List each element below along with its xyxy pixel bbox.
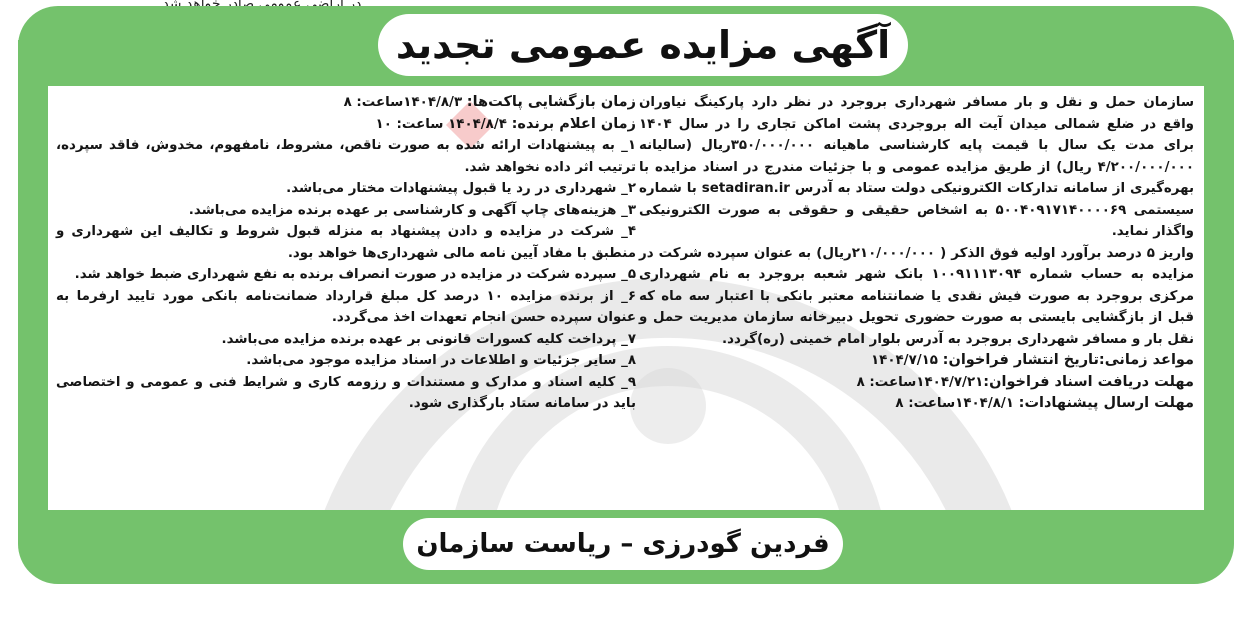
opening-time-label: زمان بازگشایی پاکت‌ها:: [466, 94, 636, 110]
frame-side-right: [1204, 40, 1234, 560]
condition-item: ۶_ از برنده مزایده ۱۰ درصد کل مبلغ قرارداد ضمانت‌نامه بانکی مورد تایید ارفرما به عنوان سپرده حسن انجام تعهدات اخذ می‌گردد.: [56, 288, 636, 325]
condition-item: ۴_ شرکت در مزایده و دادن پیشنهاد به منزله قبول شروط و تکالیف این شهرداری و منطبق با مفاد آیین نامه مالی شهرداری‌ها خواهد بود.: [56, 224, 636, 261]
documents-deadline-label: مهلت دریافت اسناد فراخوان:: [983, 373, 1194, 390]
condition-item: ۲_ شهرداری در رد یا قبول پیشنهادات مختار می‌باشد.: [286, 181, 636, 196]
condition-item: ۵_ سپرده شرکت در مزایده در صورت انصراف برنده به نفع شهرداری ضبط خواهد شد.: [74, 267, 636, 282]
right-column: [639, 92, 1194, 415]
deposit-paragraph: واریز ۵ درصد برآورد اولیه فوق الذکر ( ۲۱۰/۰۰۰/۰۰۰ریال) به عنوان سپرده شرکت در مزایده به حساب شماره ۱۰۰۹۱۱۱۳۰۹۴ بانک شهر شعبه بروجرد به نام شهرداری مرکزی بروجرد به صورت فیش نقدی یا ضمانتنامه معتبر بانکی با اعتبار سه ماه که قبل از بازگشایی بایستی به صورت حضوری تحویل دبیرخانه سازمان مدیریت حمل و نقل بار و مسافر شهرداری بروجرد به آدرس بلوار امام خمینی (ره)گردد.: [639, 245, 1194, 347]
offers-deadline-label: مهلت ارسال پیشنهادات:: [1018, 395, 1194, 411]
condition-item: ۸_ سایر جزئیات و اطلاعات در اسناد مزایده موجود می‌باشد.: [246, 353, 636, 368]
condition-item: ۹_ کلیه اسناد و مدارک و مستندات و رزومه کاری و شرایط فنی و عمومی و اختصاصی باید در سامانه ستاد بارگذاری شود.: [56, 374, 636, 411]
winner-time-label: زمان اعلام برنده:: [511, 115, 636, 132]
publish-date-value: ۱۴۰۴/۷/۱۵: [870, 353, 943, 368]
description-paragraph: سازمان حمل و نقل و بار مسافر شهرداری بروجرد در نظر دارد پارکینگ نیاوران واقع در ضلع شمالی میدان آیت اله بروجردی پشت اماکن تجاری را در سال ۱۴۰۴ برای مدت یک سال با قیمت پایه کارشناسی ماهیانه ۳۵۰/۰۰۰/۰۰۰ریال (سالیانه ۴/۲۰۰/۰۰۰/۰۰۰ ریال) از طریق مزایده عمومی و با جزئیات مندرج در اسناد مزایده با بهره‌گیری از سامانه تدارکات الکترونیکی دولت ستاد به آدرس setadiran.ir با شماره سیستمی ۵۰۰۴۰۹۱۷۱۴۰۰۰۰۶۹ به اشخاص حقیقی و حقوقی به صورت الکترونیکی واگذار نماید.: [639, 95, 1195, 239]
condition-item: ۳_ هزینه‌های چاپ آگهی و کارشناسی بر عهده برنده مزایده می‌باشد.: [188, 202, 636, 218]
publish-date-label: مواعد زمانی:تاریخ انتشار فراخوان:: [942, 352, 1194, 368]
header-pill: [378, 14, 908, 76]
documents-deadline-line: [639, 372, 1194, 394]
opening-time-value: ۱۴۰۴/۸/۳ساعت: ۸: [343, 95, 467, 110]
notice-body: [48, 86, 1204, 510]
winner-time-line: [56, 114, 636, 136]
documents-deadline-value: ۱۴۰۴/۷/۲۱ساعت: ۸: [856, 374, 984, 390]
signature: فردین گودرزی – ریاست سازمان: [416, 529, 830, 559]
offers-deadline-line: [639, 393, 1194, 415]
condition-item: ۷_ پرداخت کلیه کسورات قانونی بر عهده برنده مزایده می‌باشد.: [221, 331, 636, 347]
footer-band: [18, 510, 1234, 584]
page-title: آگهی مزایده عمومی تجدید: [395, 23, 891, 67]
offers-deadline-value: ۱۴۰۴/۸/۱ساعت: ۸: [895, 396, 1019, 411]
left-column: [56, 92, 636, 415]
publish-date-line: [639, 350, 1194, 372]
winner-time-value: ۱۴۰۴/۸/۴ ساعت: ۱۰: [375, 116, 512, 132]
opening-time-line: [56, 92, 636, 114]
condition-item: ۱_ به پیشنهادات ارائه شده به صورت ناقص، مشروط، نامفهوم، مخدوش، فاقد سپرده، ترتیب اثر داده نخواهد شد.: [56, 138, 636, 175]
footer-pill: [403, 518, 843, 570]
frame-side-left: [18, 40, 48, 560]
header-band: [18, 6, 1234, 86]
